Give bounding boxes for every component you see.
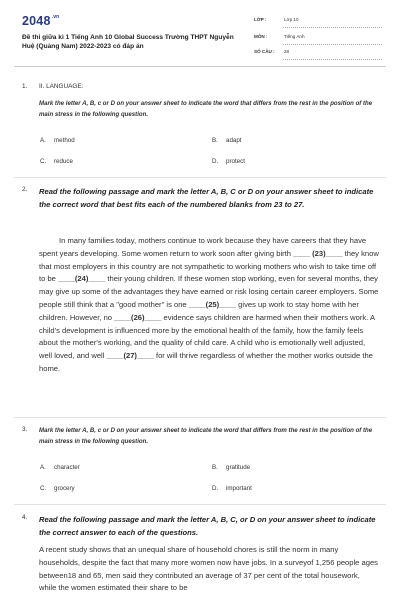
question-4 — [22, 513, 380, 543]
meta-lop-label: LỚP : — [254, 17, 267, 22]
option-b[interactable]: B. adapt — [212, 137, 242, 144]
question-divider — [14, 417, 386, 418]
meta-mon-value: Tiếng Anh — [284, 34, 305, 39]
meta-socau-value: 28 — [284, 49, 290, 54]
page-header — [0, 0, 400, 62]
meta-mon — [254, 31, 382, 45]
site-logo[interactable]: $2048^{.vn}$ — [22, 14, 60, 28]
blank-23: ____ (23)____ — [293, 248, 343, 258]
blank-27: ____(27)____ — [106, 351, 154, 361]
blank-25: ____(25)____ — [188, 299, 237, 309]
question-instruction: Mark the letter A, B, c or D on your answer sheet to indicate the word that differs from the rest in the position of the main stress in the following question. — [39, 427, 373, 445]
meta-lop-value: Lớp 10 — [284, 17, 299, 22]
option-d[interactable]: D. important — [212, 485, 252, 492]
question-number: 1. — [22, 83, 28, 90]
question-divider — [14, 177, 386, 178]
exam-title: Đề thi giữa kì 1 Tiếng Anh 10 Global Success Trường THPT Nguyễn Huệ (Quảng Nam) 2022-2023 có đáp án — [22, 34, 234, 51]
meta-mon-label: MÔN : — [254, 34, 268, 39]
question-divider — [14, 504, 386, 505]
header-divider — [14, 66, 386, 67]
question-3 — [22, 426, 380, 501]
question-instruction: Read the following passage and mark the letter A, B, C or D on your answer sheet to indicate the correct word that best fits each of the numbered blanks from 23 to 27. — [39, 187, 374, 209]
meta-socau — [254, 46, 382, 60]
reading-passage-2: A recent study shows that an unequal share of household chores is still the norm in many households, despite the fact that many more women now have jobs. In a surveyof 1,256 people ages between18 and 65, men said they contributed an average of 37 per cent of the total housework, while the women estimated their share to be — [39, 545, 378, 593]
question-2 — [22, 185, 380, 230]
meta-lop — [254, 14, 382, 28]
option-c[interactable]: C. grocery — [40, 485, 75, 492]
meta-socau-label: SỐ CÂU : — [254, 49, 275, 54]
option-d[interactable]: D. protect — [212, 158, 245, 165]
option-a[interactable]: A. method — [40, 137, 75, 144]
option-b[interactable]: B. gratitude — [212, 464, 251, 471]
question-1 — [22, 83, 380, 173]
question-number: 4. — [22, 514, 28, 521]
option-c[interactable]: C. reduce — [40, 158, 73, 165]
question-number: 3. — [22, 426, 28, 433]
blank-26: ____(26)____ — [114, 312, 162, 322]
question-number: 2. — [22, 186, 28, 193]
option-a[interactable]: A. character — [40, 464, 80, 471]
section-heading: II. LANGUAGE: — [39, 83, 84, 90]
question-instruction: Read the following passage and mark the letter A, B, C, or D on your answer sheet to indicate the correct answer to each of the questions. — [39, 515, 376, 537]
reading-passage: In many families today, mothers continue to work because they have careers that they have spent years developing. Some women return to work soon after giving birth ____ (23)____ they know that most employers in this country are not sympathetic to working mothers who wish to take time off to be ____(24)____ their young children. If these women stop working, even for several months, they may give up some of the advantages they have earned or risk losing certain career employers. Some people still think that a "good mother" is one ____(25)____ gives up work to stay home with her children. However, no ____(26)____ evidence says children are harmed when their mothers work. A child's development is influenced more by the emotional health of the family, how the family feels about the mother's working, and the quality of child care. A child who is emotionally well adjusted, well loved, and well ____(27)____ for will thrive regardless of whether the mother works outside the home. — [39, 236, 379, 373]
blank-24: ____(24)____ — [58, 274, 106, 284]
question-instruction: Mark the letter A, B, c or D on your answer sheet to indicate the word that differs from the rest in the position of the main stress in the following question. — [39, 100, 373, 118]
